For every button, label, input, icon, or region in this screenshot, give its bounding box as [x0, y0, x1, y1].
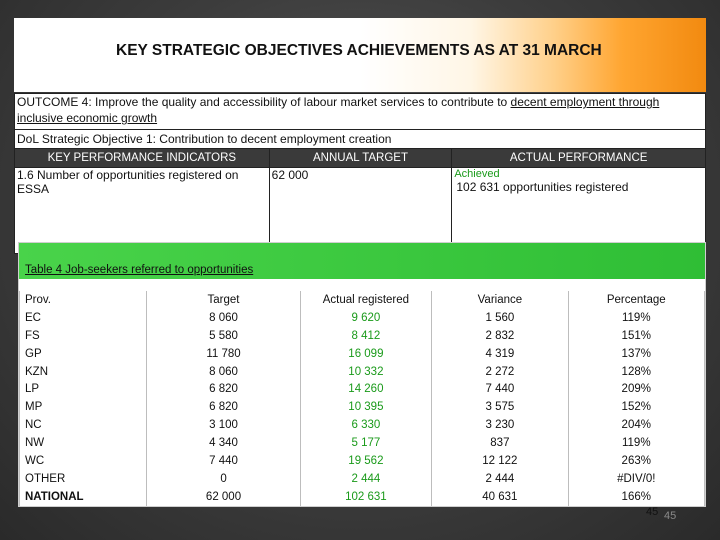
cell-target: 62 000 — [147, 488, 300, 506]
cell-variance: 2 832 — [432, 327, 568, 345]
cell-target: 8 060 — [147, 363, 300, 381]
cell-actual: 2 444 — [300, 470, 432, 488]
objective-table — [14, 93, 706, 254]
cell-percentage: 204% — [568, 416, 704, 434]
cell-actual: 10 395 — [300, 398, 432, 416]
page-number-ghost: 45 — [664, 510, 677, 522]
cell-prov: FS — [20, 327, 147, 345]
table-row — [20, 363, 705, 381]
table-row — [20, 452, 705, 470]
job-seekers-table-section — [18, 242, 706, 507]
cell-percentage: 128% — [568, 363, 704, 381]
cell-variance: 12 122 — [432, 452, 568, 470]
col-header-actual: Actual registered — [300, 291, 432, 309]
cell-actual: 6 330 — [300, 416, 432, 434]
cell-target: 6 820 — [147, 380, 300, 398]
kpi-annual-target: 62 000 — [269, 168, 452, 254]
cell-percentage: 137% — [568, 345, 704, 363]
cell-percentage: 152% — [568, 398, 704, 416]
cell-actual: 8 412 — [300, 327, 432, 345]
cell-actual: 10 332 — [300, 363, 432, 381]
col-header-target: Target — [147, 291, 300, 309]
cell-variance: 2 444 — [432, 470, 568, 488]
page-title: KEY STRATEGIC OBJECTIVES ACHIEVEMENTS AS AT 31 MARCH — [116, 42, 602, 59]
cell-target: 8 060 — [147, 309, 300, 327]
cell-actual: 19 562 — [300, 452, 432, 470]
cell-actual: 16 099 — [300, 345, 432, 363]
cell-percentage: 209% — [568, 380, 704, 398]
cell-variance: 1 560 — [432, 309, 568, 327]
cell-prov: LP — [20, 380, 147, 398]
header-actual-performance: ACTUAL PERFORMANCE — [452, 149, 706, 168]
cell-actual: 14 260 — [300, 380, 432, 398]
cell-percentage: 119% — [568, 434, 704, 452]
cell-prov: MP — [20, 398, 147, 416]
kpi-indicator-line2: ESSA — [17, 182, 50, 196]
job-seekers-table — [19, 291, 705, 506]
strategic-objective: DoL Strategic Objective 1: Contribution to decent employment creation — [15, 130, 706, 149]
cell-target: 6 820 — [147, 398, 300, 416]
cell-percentage: #DIV/0! — [568, 470, 704, 488]
kpi-status: Achieved — [454, 168, 500, 180]
cell-target: 7 440 — [147, 452, 300, 470]
cell-target: 5 580 — [147, 327, 300, 345]
cell-variance: 3 575 — [432, 398, 568, 416]
kpi-indicator-line1: 1.6 Number of opportunities registered on — [17, 168, 239, 182]
table-row — [20, 488, 705, 506]
header-kpi: KEY PERFORMANCE INDICATORS — [15, 149, 270, 168]
col-header-prov: Prov. — [20, 291, 147, 309]
cell-percentage: 119% — [568, 309, 704, 327]
table-row — [20, 470, 705, 488]
cell-actual: 102 631 — [300, 488, 432, 506]
cell-target: 4 340 — [147, 434, 300, 452]
outcome-underlined-text: decent employment through inclusive economic growth — [17, 95, 660, 125]
cell-prov: EC — [20, 309, 147, 327]
header-row — [15, 149, 706, 168]
col-header-percentage: Percentage — [568, 291, 704, 309]
table-row — [20, 398, 705, 416]
kpi-indicator — [15, 168, 270, 254]
cell-target: 0 — [147, 470, 300, 488]
table-row — [20, 380, 705, 398]
cell-prov: NATIONAL — [20, 488, 147, 506]
header-annual-target: ANNUAL TARGET — [269, 149, 452, 168]
page-number: 45 — [646, 506, 659, 518]
outcome-statement — [15, 94, 706, 130]
table-row — [20, 434, 705, 452]
cell-prov: GP — [20, 345, 147, 363]
cell-actual: 5 177 — [300, 434, 432, 452]
cell-prov: OTHER — [20, 470, 147, 488]
cell-target: 3 100 — [147, 416, 300, 434]
table-row — [20, 416, 705, 434]
cell-percentage: 166% — [568, 488, 704, 506]
kpi-actual-performance — [452, 168, 706, 254]
table-row — [20, 309, 705, 327]
cell-prov: WC — [20, 452, 147, 470]
table-row — [20, 345, 705, 363]
table-caption: Table 4 Job-seekers referred to opportunities — [25, 264, 254, 276]
cell-actual: 9 620 — [300, 309, 432, 327]
cell-variance: 4 319 — [432, 345, 568, 363]
cell-prov: NW — [20, 434, 147, 452]
cell-variance: 3 230 — [432, 416, 568, 434]
col-header-variance: Variance — [432, 291, 568, 309]
kpi-performance: 102 631 opportunities registered — [456, 180, 629, 194]
cell-variance: 2 272 — [432, 363, 568, 381]
cell-variance: 837 — [432, 434, 568, 452]
cell-prov: NC — [20, 416, 147, 434]
cell-prov: KZN — [20, 363, 147, 381]
table-header-row — [20, 291, 705, 309]
cell-percentage: 151% — [568, 327, 704, 345]
cell-target: 11 780 — [147, 345, 300, 363]
table-row — [20, 327, 705, 345]
outcome-text: OUTCOME 4: Improve the quality and accessibility of labour market services to contribute to — [17, 95, 511, 109]
cell-variance: 40 631 — [432, 488, 568, 506]
cell-variance: 7 440 — [432, 380, 568, 398]
cell-percentage: 263% — [568, 452, 704, 470]
